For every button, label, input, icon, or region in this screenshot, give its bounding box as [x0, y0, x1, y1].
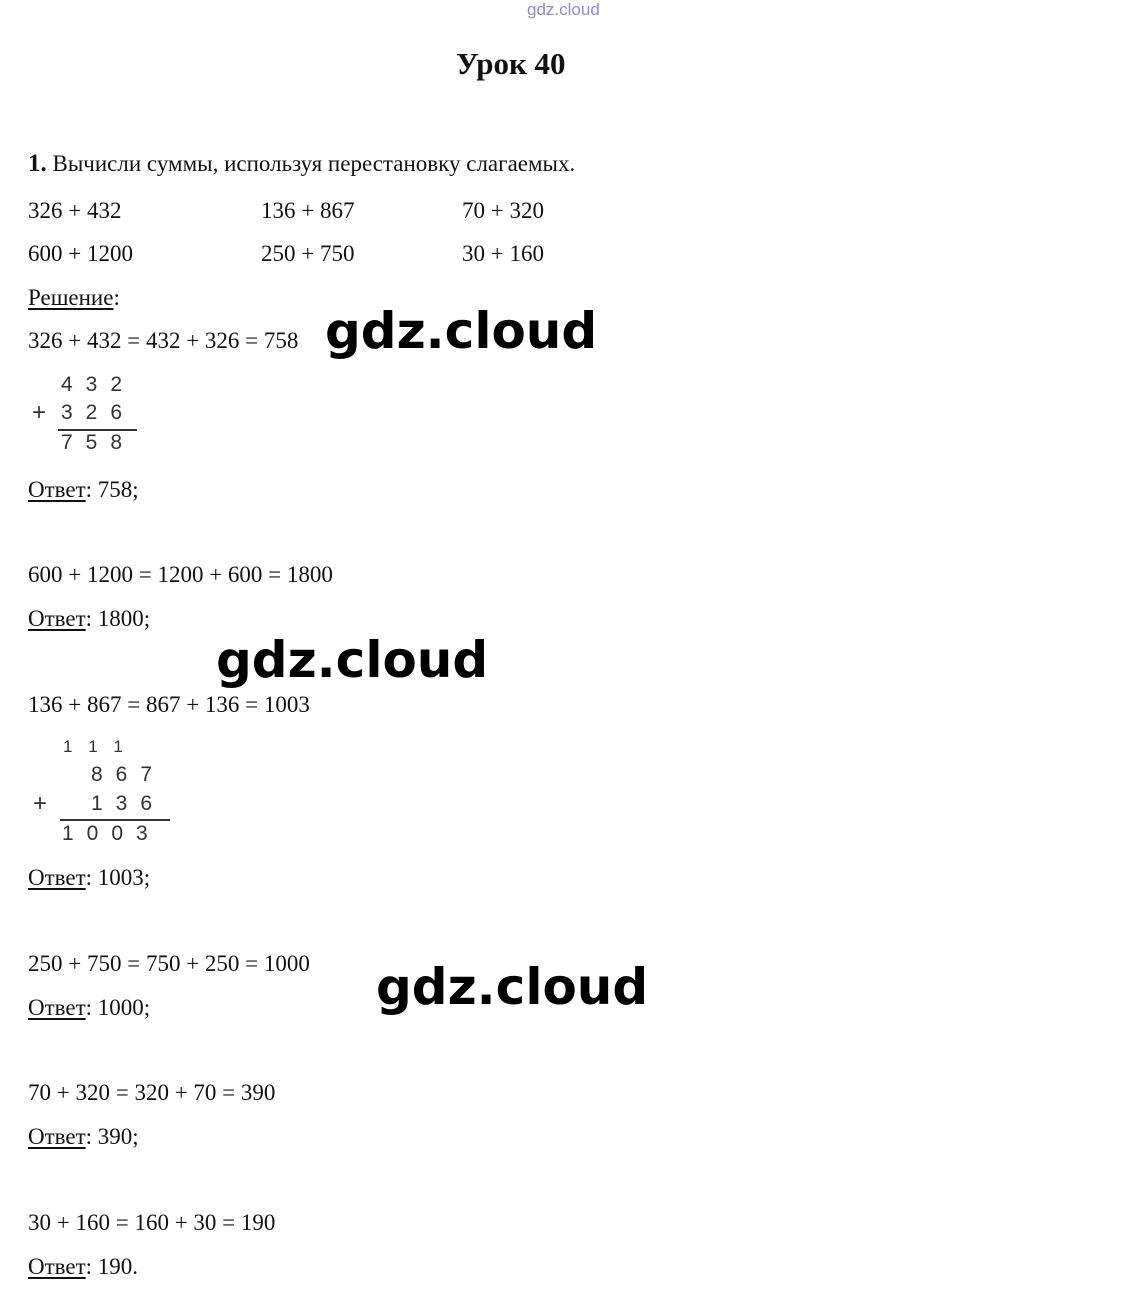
column2-result: 1003 — [62, 822, 161, 845]
exercise-3: 70 + 320 — [462, 198, 544, 223]
answer-label: Ответ — [28, 865, 86, 890]
column2-rule — [60, 819, 170, 821]
solution-colon: : — [113, 285, 120, 310]
page-title: Урок 40 — [456, 46, 566, 81]
answer-label: Ответ — [28, 477, 86, 502]
answer-label: Ответ — [28, 995, 86, 1020]
watermark-3: gdz.cloud — [376, 958, 649, 1016]
watermark-1: gdz.cloud — [325, 302, 598, 360]
exercise-1: 326 + 432 — [28, 198, 122, 223]
solution-expression-6: 30 + 160 = 160 + 30 = 190 — [28, 1210, 276, 1235]
answer-label: Ответ — [28, 1124, 86, 1149]
exercise-2: 136 + 867 — [261, 198, 355, 223]
column2-plus-sign: + — [33, 790, 48, 817]
answer-value: : 1003; — [85, 865, 151, 890]
answer-3 — [28, 864, 150, 892]
solution-label: Решение — [28, 285, 114, 310]
answer-label: Ответ — [28, 1254, 86, 1279]
watermark-top: gdz.cloud — [527, 0, 600, 19]
answer-2 — [28, 605, 150, 633]
task-number: 1. — [28, 150, 47, 177]
column1-result: 758 — [61, 431, 136, 454]
column2-bottom: 136 — [91, 792, 166, 815]
answer-label: Ответ — [28, 606, 86, 631]
solution-expression-2: 600 + 1200 = 1200 + 600 = 1800 — [28, 562, 333, 587]
answer-value: : 1000; — [85, 995, 151, 1020]
column1-top: 432 — [61, 373, 136, 396]
task-text: Вычисли суммы, используя перестановку слагаемых. — [52, 151, 576, 176]
exercise-5: 250 + 750 — [261, 241, 355, 266]
answer-value: : 390; — [85, 1124, 139, 1149]
answer-5 — [28, 1123, 139, 1151]
column2-top: 867 — [91, 763, 166, 786]
answer-value: : 1800; — [85, 606, 151, 631]
exercise-4: 600 + 1200 — [28, 241, 133, 266]
solution-expression-1: 326 + 432 = 432 + 326 = 758 — [28, 328, 299, 353]
solution-heading — [28, 284, 120, 312]
column1-bottom: 326 — [61, 401, 136, 424]
solution-expression-5: 70 + 320 = 320 + 70 = 390 — [28, 1080, 276, 1105]
answer-6 — [28, 1253, 138, 1281]
task-statement — [28, 150, 575, 178]
answer-1 — [28, 476, 139, 504]
answer-value: : 758; — [85, 477, 139, 502]
column1-plus-sign: + — [32, 399, 47, 426]
solution-expression-4: 250 + 750 = 750 + 250 = 1000 — [28, 951, 310, 976]
exercise-6: 30 + 160 — [462, 241, 544, 266]
column2-carry: 111 — [63, 737, 140, 756]
solution-expression-3: 136 + 867 = 867 + 136 = 1003 — [28, 692, 310, 717]
answer-value: : 190. — [85, 1254, 139, 1279]
watermark-2: gdz.cloud — [216, 631, 489, 689]
answer-4 — [28, 994, 150, 1022]
